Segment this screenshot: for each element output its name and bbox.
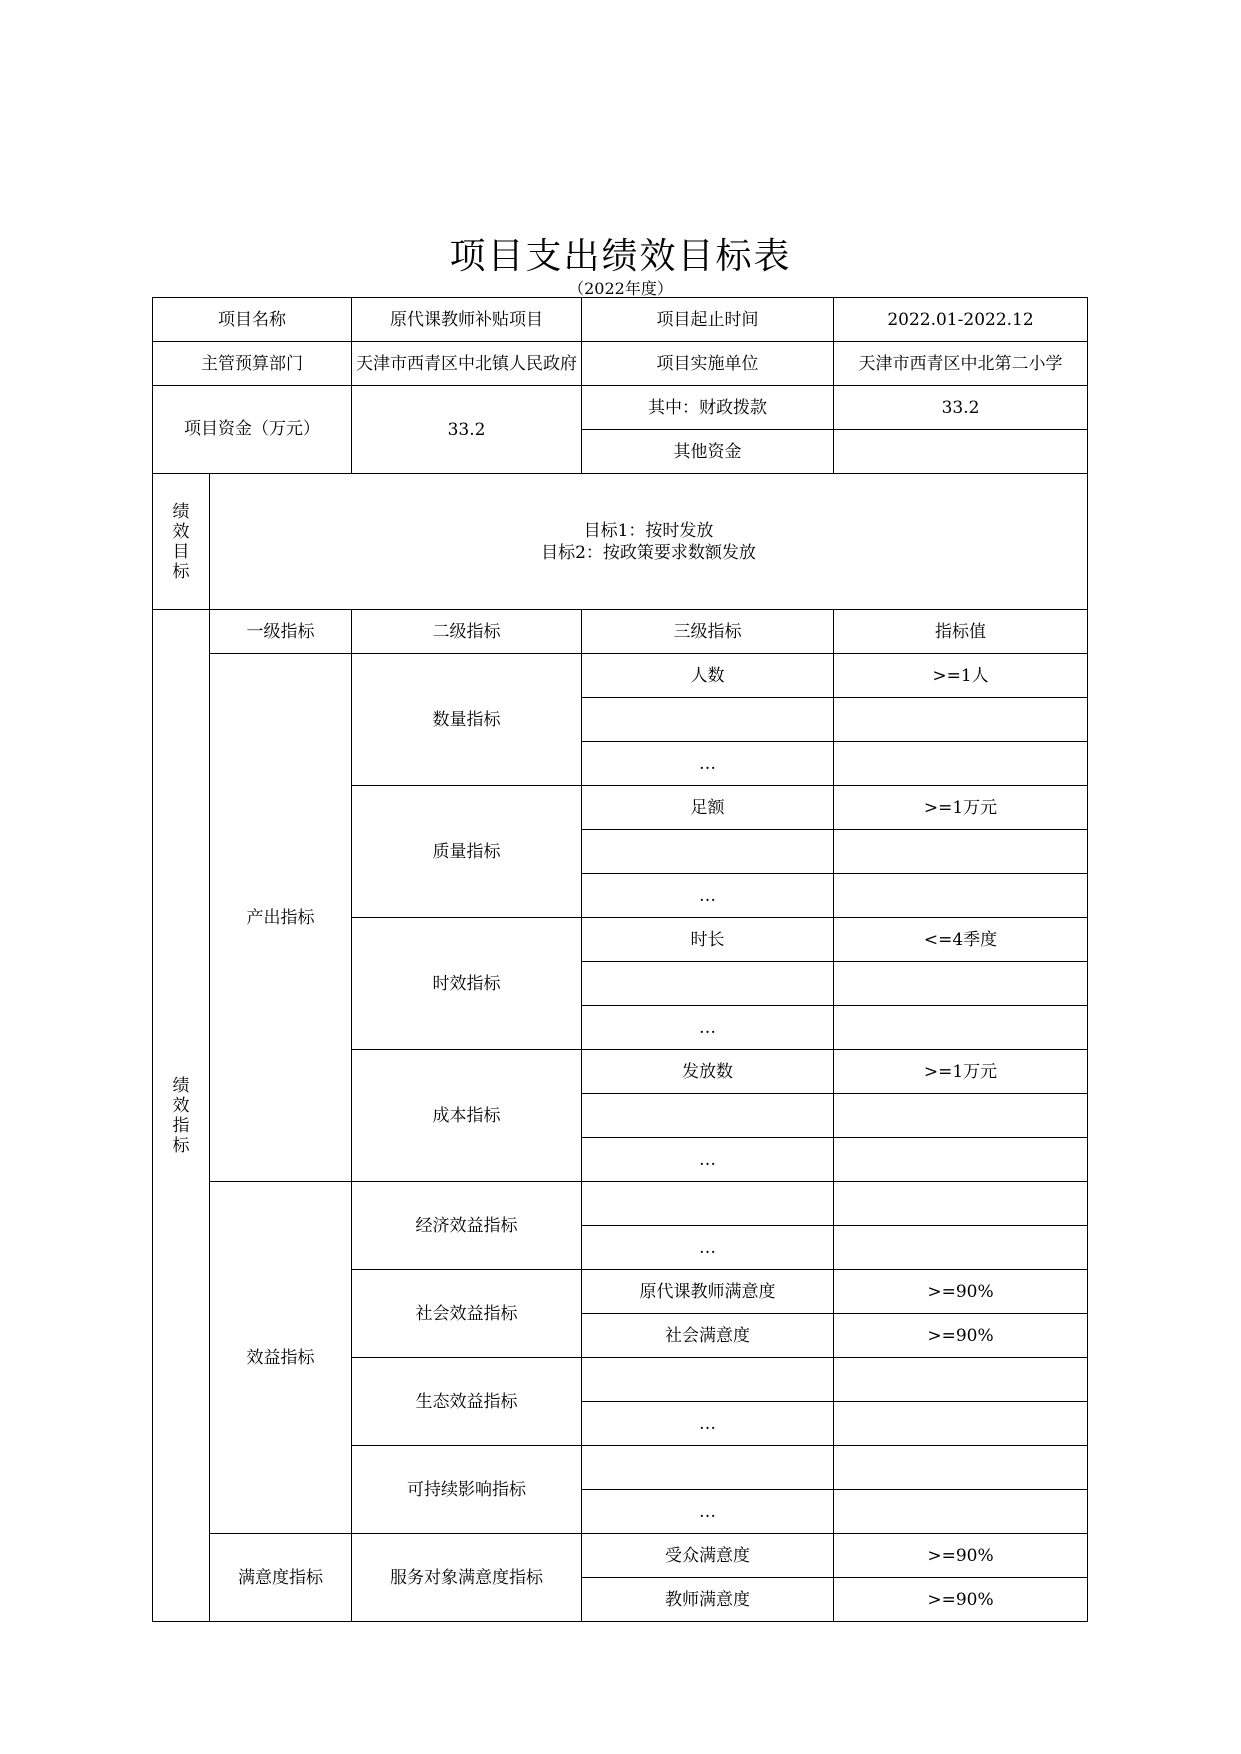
goal-item: 目标1：按时发放 xyxy=(583,520,714,541)
level2-indicator: 生态效益指标 xyxy=(352,1358,582,1446)
unit-label: 项目实施单位 xyxy=(582,342,834,386)
level3-indicator xyxy=(582,698,834,742)
level3-indicator: … xyxy=(582,1006,834,1050)
table-row xyxy=(153,1534,1088,1578)
level2-indicator: 经济效益指标 xyxy=(352,1182,582,1270)
indicator-header: 三级指标 xyxy=(582,610,834,654)
funds-total: 33.2 xyxy=(352,386,582,474)
project-period-label: 项目起止时间 xyxy=(582,298,834,342)
indicator-value xyxy=(834,1358,1088,1402)
level2-indicator: 数量指标 xyxy=(352,654,582,786)
page-subtitle: （2022年度） xyxy=(568,279,673,298)
other-funds-label: 其他资金 xyxy=(582,430,834,474)
indicator-value: >=1万元 xyxy=(834,1050,1088,1094)
level3-indicator: … xyxy=(582,1402,834,1446)
project-name-label: 项目名称 xyxy=(153,298,352,342)
project-period-value: 2022.01-2022.12 xyxy=(834,298,1088,342)
unit-value: 天津市西青区中北第二小学 xyxy=(834,342,1088,386)
indicators-label: 绩效指标 xyxy=(153,610,210,1622)
level3-indicator xyxy=(582,1182,834,1226)
level3-indicator xyxy=(582,962,834,1006)
indicator-value xyxy=(834,1402,1088,1446)
level3-indicator xyxy=(582,1358,834,1402)
level2-indicator: 时效指标 xyxy=(352,918,582,1050)
indicator-value xyxy=(834,962,1088,1006)
level2-indicator: 社会效益指标 xyxy=(352,1270,582,1358)
level3-indicator xyxy=(582,1094,834,1138)
dept-label: 主管预算部门 xyxy=(153,342,352,386)
indicator-value xyxy=(834,874,1088,918)
level1-indicator: 满意度指标 xyxy=(210,1534,352,1622)
fiscal-label: 其中：财政拨款 xyxy=(582,386,834,430)
indicator-value xyxy=(834,742,1088,786)
level3-indicator: … xyxy=(582,1138,834,1182)
dept-value: 天津市西青区中北镇人民政府 xyxy=(352,342,582,386)
level3-indicator: 原代课教师满意度 xyxy=(582,1270,834,1314)
table-row xyxy=(153,1182,1088,1226)
indicator-value: >=90% xyxy=(834,1270,1088,1314)
level2-indicator: 成本指标 xyxy=(352,1050,582,1182)
level3-indicator: … xyxy=(582,1226,834,1270)
level3-indicator: … xyxy=(582,742,834,786)
level3-indicator: 时长 xyxy=(582,918,834,962)
indicator-value xyxy=(834,1446,1088,1490)
goals-content xyxy=(210,474,1088,610)
indicator-value: >=1人 xyxy=(834,654,1088,698)
indicator-value: <=4季度 xyxy=(834,918,1088,962)
indicator-value xyxy=(834,1094,1088,1138)
table-row xyxy=(153,654,1088,698)
indicator-value: >=1万元 xyxy=(834,786,1088,830)
level3-indicator xyxy=(582,1446,834,1490)
level2-indicator: 质量指标 xyxy=(352,786,582,918)
indicator-value: >=90% xyxy=(834,1534,1088,1578)
goal-item: 目标2：按政策要求数额发放 xyxy=(541,542,756,563)
indicator-value xyxy=(834,1006,1088,1050)
page-title: 项目支出绩效目标表 xyxy=(449,236,792,277)
level2-indicator: 可持续影响指标 xyxy=(352,1446,582,1534)
indicator-header: 指标值 xyxy=(834,610,1088,654)
level3-indicator: 足额 xyxy=(582,786,834,830)
indicator-value xyxy=(834,1182,1088,1226)
project-name-value: 原代课教师补贴项目 xyxy=(352,298,582,342)
level3-indicator xyxy=(582,830,834,874)
indicator-value xyxy=(834,1138,1088,1182)
level3-indicator: 受众满意度 xyxy=(582,1534,834,1578)
other-funds-value xyxy=(834,430,1088,474)
level1-indicator: 效益指标 xyxy=(210,1182,352,1534)
indicator-value xyxy=(834,1490,1088,1534)
fiscal-value: 33.2 xyxy=(834,386,1088,430)
indicator-value xyxy=(834,1226,1088,1270)
funds-label: 项目资金（万元） xyxy=(153,386,352,474)
level3-indicator: 发放数 xyxy=(582,1050,834,1094)
indicator-header: 二级指标 xyxy=(352,610,582,654)
level3-indicator: … xyxy=(582,874,834,918)
indicator-value: >=90% xyxy=(834,1578,1088,1622)
goals-label: 绩效目标 xyxy=(153,474,210,610)
level3-indicator: … xyxy=(582,1490,834,1534)
indicator-header: 一级指标 xyxy=(210,610,352,654)
indicator-value xyxy=(834,830,1088,874)
level2-indicator: 服务对象满意度指标 xyxy=(352,1534,582,1622)
level3-indicator: 人数 xyxy=(582,654,834,698)
level3-indicator: 教师满意度 xyxy=(582,1578,834,1622)
indicator-value: >=90% xyxy=(834,1314,1088,1358)
level1-indicator: 产出指标 xyxy=(210,654,352,1182)
performance-target-table xyxy=(152,297,1088,1622)
indicator-value xyxy=(834,698,1088,742)
level3-indicator: 社会满意度 xyxy=(582,1314,834,1358)
